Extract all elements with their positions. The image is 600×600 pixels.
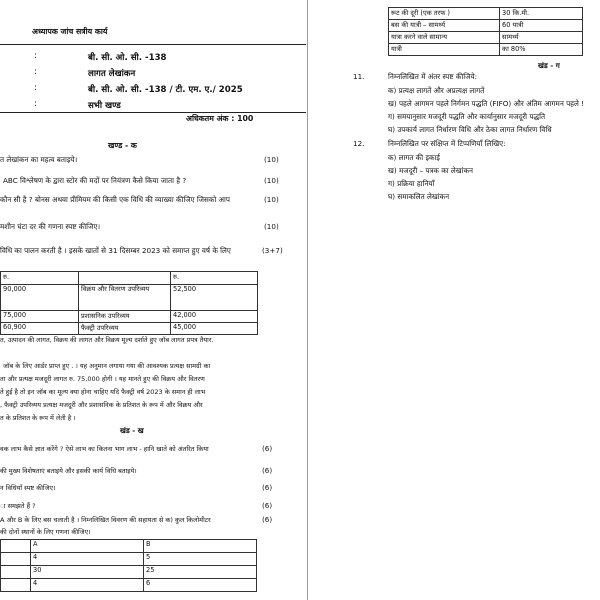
route-details-table xyxy=(388,7,583,56)
question-11-item: ग) समयानुसार मजदूरी पद्धति और कार्यानुसार मजदूरी पद्धति xyxy=(388,112,546,121)
question-6-marks: (6) xyxy=(262,444,273,453)
question-10-marks: (6) xyxy=(262,515,273,524)
question-12-item: क) लागत की इकाई xyxy=(388,153,440,162)
question-3-marks: (10) xyxy=(264,195,279,204)
table-row xyxy=(389,32,583,44)
question-1-marks: (10) xyxy=(264,155,279,164)
max-marks: अधिकतम अंक : 100 xyxy=(186,114,254,123)
question-11-title: निम्नलिखित में अंतर स्पष्ट कीजिये: xyxy=(388,72,478,81)
question-7-marks: (6) xyxy=(262,466,273,475)
course-title: लागत लेखांकन xyxy=(88,69,136,79)
table-cell: 60 यात्री xyxy=(500,20,583,32)
question-12-item: घ) समाकलित लेखांकन xyxy=(388,192,450,201)
question-11-item: घ) उपकार्य लागत निर्धारण विधि और ठेका लागत निर्धारण विधि xyxy=(388,125,552,134)
table-cell xyxy=(1,553,31,566)
bus-route-table xyxy=(0,539,257,592)
paragraph-line-1: जॉब के लिए आर्डर प्राप्त हुए . । यह अनुमान लगाया गया की आवश्यक प्रत्यक्ष सामग्री का xyxy=(3,362,211,370)
question-12-item: ग) प्रक्रिया हानियाँ xyxy=(388,179,435,188)
header-colon-4: : xyxy=(34,99,37,109)
header-colon-3: : xyxy=(34,83,37,93)
table-row xyxy=(389,8,583,20)
table-cell: फैक्ट्री उपरिव्यय xyxy=(79,323,171,335)
question-10-continued: की दोनों स्थानों के लिए गणना कीजिए। xyxy=(0,528,91,536)
assignment-code: बी. सी. ओ. सी. -138 / टी. एम. ए./ 2025 xyxy=(88,85,243,95)
question-1: त लेखांकन का महत्व बताइये। xyxy=(0,155,78,164)
table-cell: 75,000 xyxy=(1,311,79,323)
table-cell: यात्री xyxy=(389,44,500,56)
question-4: मशीन घंटा दर की गणना स्पष्ट कीजिए। xyxy=(0,222,101,231)
header-colon-1: : xyxy=(34,51,37,61)
question-2: ABC विश्लेषण के द्वारा स्टोर की मदों पर नियंत्रण कैसे किया जाता है ? xyxy=(3,176,187,185)
table-cell xyxy=(1,579,31,592)
question-7: की मुख्य विशेषताएं बताइये और इसकी कार्य विधि बताइये। xyxy=(0,467,137,475)
table-cell: 90,000 xyxy=(1,285,79,311)
paragraph-line-2: ता और प्रत्यक्ष मजदूरी लागत रु. 75,000 होगी । यह मानते हुए की विक्रय और वितरण xyxy=(0,375,205,383)
question-8: न विधियाँ स्पष्ट कीजिए। xyxy=(0,484,56,492)
table-cell xyxy=(1,566,31,579)
table-row xyxy=(1,579,257,592)
header-colon-2: : xyxy=(34,67,37,77)
question-11-number: 11. xyxy=(353,72,365,81)
question-3: कौन सी है ? बोनस अथवा प्रीमियम की किसी एक विधि की व्याख्या कीजिए जिसको आप xyxy=(0,195,230,204)
table-cell: 60,900 xyxy=(1,323,79,335)
question-12-item: ख) मजदूरी – पत्रक का लेखांकन xyxy=(388,166,474,175)
table-row xyxy=(1,311,258,323)
header-bottom-rule xyxy=(0,112,306,113)
question-9-marks: (6) xyxy=(262,501,273,510)
table-row xyxy=(389,20,583,32)
table-cell: 45,000 xyxy=(171,323,258,335)
table-cell: यात्रा करने वाले सामान्य xyxy=(389,32,500,44)
question-12-title: निम्नलिखित पर संक्षिप्त में टिप्पणियाँ लिखिए: xyxy=(388,139,506,148)
course-code: बी. सी. ओ. सी. -138 xyxy=(88,53,167,63)
paragraph-line-3: ते हुई है तो इन जॉब का मूल्य क्या होना चाहिए यदि फैक्ट्री वर्ष 2023 के समान ही लाभ xyxy=(0,388,206,396)
table-cell xyxy=(79,272,171,285)
question-9: ा समझते हैं ? xyxy=(0,502,36,510)
page-divider xyxy=(307,0,308,600)
section-b-heading: खंड - ख xyxy=(120,426,144,435)
question-4-marks: (10) xyxy=(264,222,279,231)
table-cell: रु. xyxy=(1,272,79,285)
table-row xyxy=(1,566,257,579)
table-row xyxy=(1,553,257,566)
question-11-item: क) प्रत्यक्ष लागतें और अप्रत्यक्ष लागतें xyxy=(388,86,485,95)
table-cell: 25 xyxy=(144,566,257,579)
table-row xyxy=(1,323,258,335)
table-cell: 30 कि.मी. xyxy=(500,8,583,20)
paragraph-line-5: त के प्रतिशत के रूप में लेती है । xyxy=(0,414,76,422)
table-cell: सामर्थ्य xyxy=(500,32,583,44)
table-cell: A xyxy=(31,540,144,553)
table-cell: विक्रय और वितरण उपरिव्यय xyxy=(79,285,171,311)
coverage: सभी खण्ड xyxy=(88,101,121,111)
table-row xyxy=(1,540,257,553)
expense-table xyxy=(0,271,258,335)
table-row xyxy=(1,285,258,311)
paragraph-line-4: , फैक्ट्री उपरिव्यय प्रत्यक्ष मजदूरी और प्रशासनिक के प्रतिशत के रूप में और विक्रय और xyxy=(0,401,203,409)
question-6: वक लाभ कैसे ज्ञात करेंगे ? ऐसे लाभ का कितना भाग लाभ - हानि खाते को अंतरित किया xyxy=(0,445,209,453)
question-2-marks: (10) xyxy=(264,176,279,185)
table-cell: 4 xyxy=(31,579,144,592)
table-cell: प्रशासनिक उपरिव्यय xyxy=(79,311,171,323)
table-cell: 4 xyxy=(31,553,144,566)
question-10: A और B के लिए बस चलाती है । निम्नलिखित विवरण की सहायता से क) कुल किलोमीटर xyxy=(0,516,211,524)
table-cell: बस की यात्री – सामर्थ्य xyxy=(389,20,500,32)
table-followup-text: त, उत्पादन की लागत, विक्रय की लागत और विक्रय मूल्य दर्शाते हुए जॉब लागत प्रपत्र तैयार. xyxy=(0,336,214,344)
question-11-item: ख) पहले आगमन पहले निर्गमन पद्धति (FIFO) और अंतिम आगमन पहले ! xyxy=(388,99,585,108)
table-row xyxy=(389,44,583,56)
table-cell: का 80% xyxy=(500,44,583,56)
table-cell: 52,500 xyxy=(171,285,258,311)
section-c-heading: खंड - ग xyxy=(538,61,560,70)
table-cell xyxy=(1,540,31,553)
table-cell: 6 xyxy=(144,579,257,592)
question-5: विधि का पालन करती है । इसके खातों से 31 दिसम्बर 2023 को समाप्त हुए वर्ष के लिए xyxy=(0,246,231,255)
document-title: अध्यापक जांच सत्रीय कार्य xyxy=(32,27,108,36)
header-top-rule xyxy=(0,44,306,45)
section-a-heading: खण्ड - क xyxy=(108,141,137,150)
question-12-number: 12. xyxy=(353,139,365,148)
table-cell: B xyxy=(144,540,257,553)
table-cell: रु. xyxy=(171,272,258,285)
table-cell: 42,000 xyxy=(171,311,258,323)
right-page xyxy=(315,0,600,600)
question-8-marks: (6) xyxy=(262,483,273,492)
table-row xyxy=(1,272,258,285)
table-cell: 5 xyxy=(144,553,257,566)
table-cell: 30 xyxy=(31,566,144,579)
table-cell: रूट की दूरी (एक तरफ ) xyxy=(389,8,500,20)
question-5-marks: (3+7) xyxy=(262,246,283,255)
